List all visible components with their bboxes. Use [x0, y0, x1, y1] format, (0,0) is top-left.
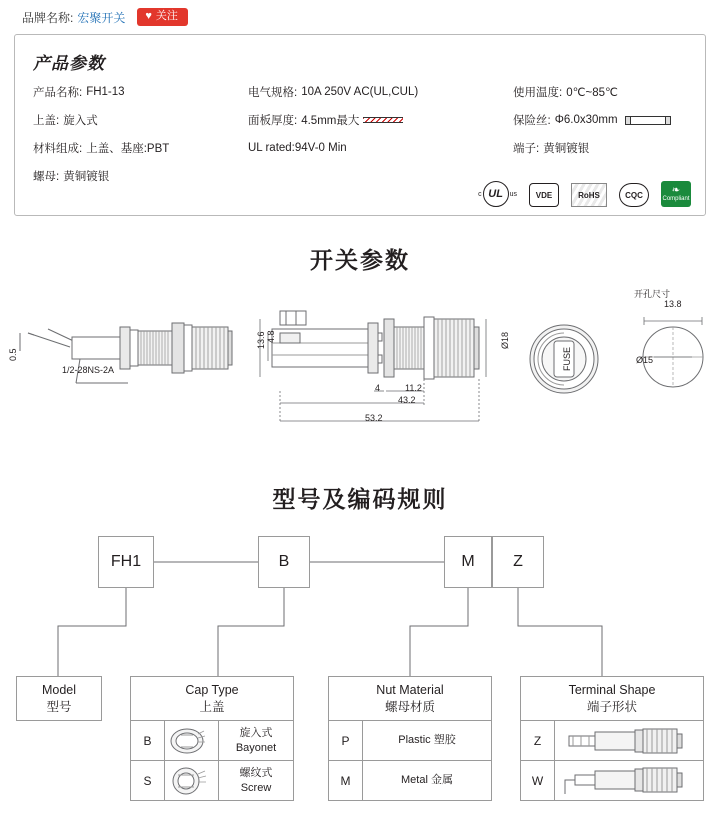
cqc-mark-icon: CQC [619, 183, 649, 207]
drawing-section-view [250, 299, 510, 449]
dim-side-height: 0.5 [8, 348, 18, 361]
fuse-icon [622, 115, 674, 126]
bayonet-cap-icon [165, 721, 219, 761]
spec-key: 螺母: [33, 171, 60, 183]
dim-hole-width: 13.8 [664, 299, 682, 309]
spec-value: 0℃~85℃ [566, 87, 618, 99]
terminal-z-icon [555, 721, 704, 761]
section-title-switch-params: 开关参数 [310, 247, 410, 273]
spec-item-product-name [33, 84, 248, 100]
legend-table-model [16, 676, 102, 721]
spec-item-electrical [248, 84, 513, 100]
spec-value: 10A 250V AC(UL,CUL) [301, 86, 419, 98]
terminal-w-icon [555, 761, 704, 801]
legend-table-cap-type [130, 676, 294, 801]
legend-row-terminal-z [521, 721, 704, 761]
legend-name-cap-b: 旋入式 Bayonet [219, 721, 294, 761]
legend-row-nut-p [329, 721, 492, 761]
spec-value: 4.5mm最大 [301, 115, 360, 127]
dim-4: 4 [375, 383, 381, 393]
rohs-compliant-mark-icon: ❧ Compliant [661, 181, 691, 207]
follow-button[interactable] [137, 8, 188, 26]
drawing-panel-hole [630, 299, 720, 409]
coding-rules-diagram [0, 520, 720, 820]
spec-spacer [248, 168, 513, 184]
dim-53-2: 53.2 [365, 413, 383, 423]
hole-dimension-title: 开孔尺寸 [634, 289, 671, 299]
spec-key: 面板厚度: [248, 115, 298, 127]
dim-thread-label: 1/2-28NS-2A [62, 365, 115, 375]
spec-item-ul-rated [248, 140, 513, 156]
section-title-coding-rules: 型号及编码规则 [272, 486, 448, 512]
legend-code: Z [521, 721, 555, 761]
legend-head-terminal-shape [521, 677, 704, 721]
spec-key: 上盖: [33, 115, 60, 127]
screw-cap-icon [165, 761, 219, 801]
spec-item-fuse [513, 112, 693, 128]
spec-key: UL rated:94V-0 Min [248, 142, 347, 154]
legend-row-cap-b [131, 721, 294, 761]
legend-head-cn: 螺母材质 [384, 699, 435, 714]
spec-key: 保险丝: [513, 115, 551, 127]
spec-value: 黄铜镀银 [63, 171, 110, 183]
brand-name-link[interactable]: 宏聚开关 [77, 10, 126, 25]
dim-hole-dia: Ø15 [636, 355, 654, 365]
dim-phi18: Ø18 [500, 331, 510, 349]
legend-code: W [521, 761, 555, 801]
spec-key: 材料组成: [33, 143, 83, 155]
spec-key: 产品名称: [33, 87, 83, 99]
dim-13-6: 13.6 [256, 331, 266, 349]
vde-mark-icon: VDE [529, 183, 559, 207]
brand-label: 品牌名称: [22, 10, 74, 25]
legend-head-en: Cap Type [185, 682, 239, 697]
ul-mark-icon: c UL us [478, 181, 517, 207]
spec-value: FH1-13 [86, 86, 125, 98]
leaf-icon: ❧ [671, 185, 681, 197]
spec-item-material [33, 140, 248, 156]
legend-table-terminal-shape [520, 676, 704, 801]
spec-key: 使用温度: [513, 87, 563, 99]
legend-code: S [131, 761, 165, 801]
legend-head-en: Terminal Shape [568, 682, 656, 697]
legend-head-nut-material [329, 677, 492, 721]
legend-code: B [131, 721, 165, 761]
spec-value: Φ6.0x30mm [554, 114, 618, 126]
spec-value: 黄铜镀银 [543, 143, 590, 155]
dim-4-8: 4.8 [266, 330, 276, 343]
panel-thickness-icon [363, 114, 403, 126]
code-box-nut-material[interactable]: M [444, 536, 492, 588]
legend-code: P [329, 721, 363, 761]
legend-name-nut-p: Plastic 塑胶 [363, 721, 492, 761]
legend-row-nut-m [329, 761, 492, 801]
spec-item-panel-thickness [248, 112, 513, 128]
legend-head-cn: 型号 [46, 699, 72, 714]
spec-item-cap [33, 112, 248, 128]
follow-button-label: 关注 [155, 10, 178, 22]
spec-item-nut [33, 168, 248, 184]
dim-11-2: 11.2 [405, 383, 422, 393]
spec-grid [27, 84, 693, 184]
legend-head-cn: 端子形状 [586, 699, 637, 714]
code-box-cap-type[interactable]: B [258, 536, 310, 588]
legend-table-nut-material [328, 676, 492, 801]
spec-key: 电气规格: [248, 87, 298, 99]
code-box-model[interactable]: FH1 [98, 536, 154, 588]
legend-head-model [17, 677, 102, 721]
heart-icon: ♥ [145, 10, 152, 22]
spec-value: 上盖、基座:PBT [86, 143, 170, 155]
legend-head-en: Nut Material [376, 682, 444, 697]
code-box-terminal-shape[interactable]: Z [492, 536, 544, 588]
dim-43-2: 43.2 [398, 395, 416, 405]
spec-value: 旋入式 [63, 115, 98, 127]
legend-head-cap-type [131, 677, 294, 721]
spec-key: 端子: [513, 143, 540, 155]
spec-panel-title: 产品参数 [33, 54, 105, 73]
drawing-cap-front-view [520, 315, 610, 405]
legend-head-en: Model [41, 682, 77, 697]
legend-name-cap-s: 螺纹式 Screw [219, 761, 294, 801]
brand-bar [0, 0, 720, 34]
legend-row-cap-s [131, 761, 294, 801]
rohs-mark-icon: RoHS [571, 183, 607, 207]
spec-item-temperature [513, 84, 693, 100]
legend-row-terminal-w [521, 761, 704, 801]
certification-logos [478, 181, 691, 207]
legend-code: M [329, 761, 363, 801]
cap-fuse-text: FUSE [562, 346, 572, 372]
product-spec-panel [14, 34, 706, 216]
technical-drawings [0, 287, 720, 467]
legend-head-cn: 上盖 [199, 699, 225, 714]
spec-item-terminal [513, 140, 693, 156]
drawing-side-view [10, 305, 250, 455]
legend-name-nut-m: Metal 金属 [363, 761, 492, 801]
